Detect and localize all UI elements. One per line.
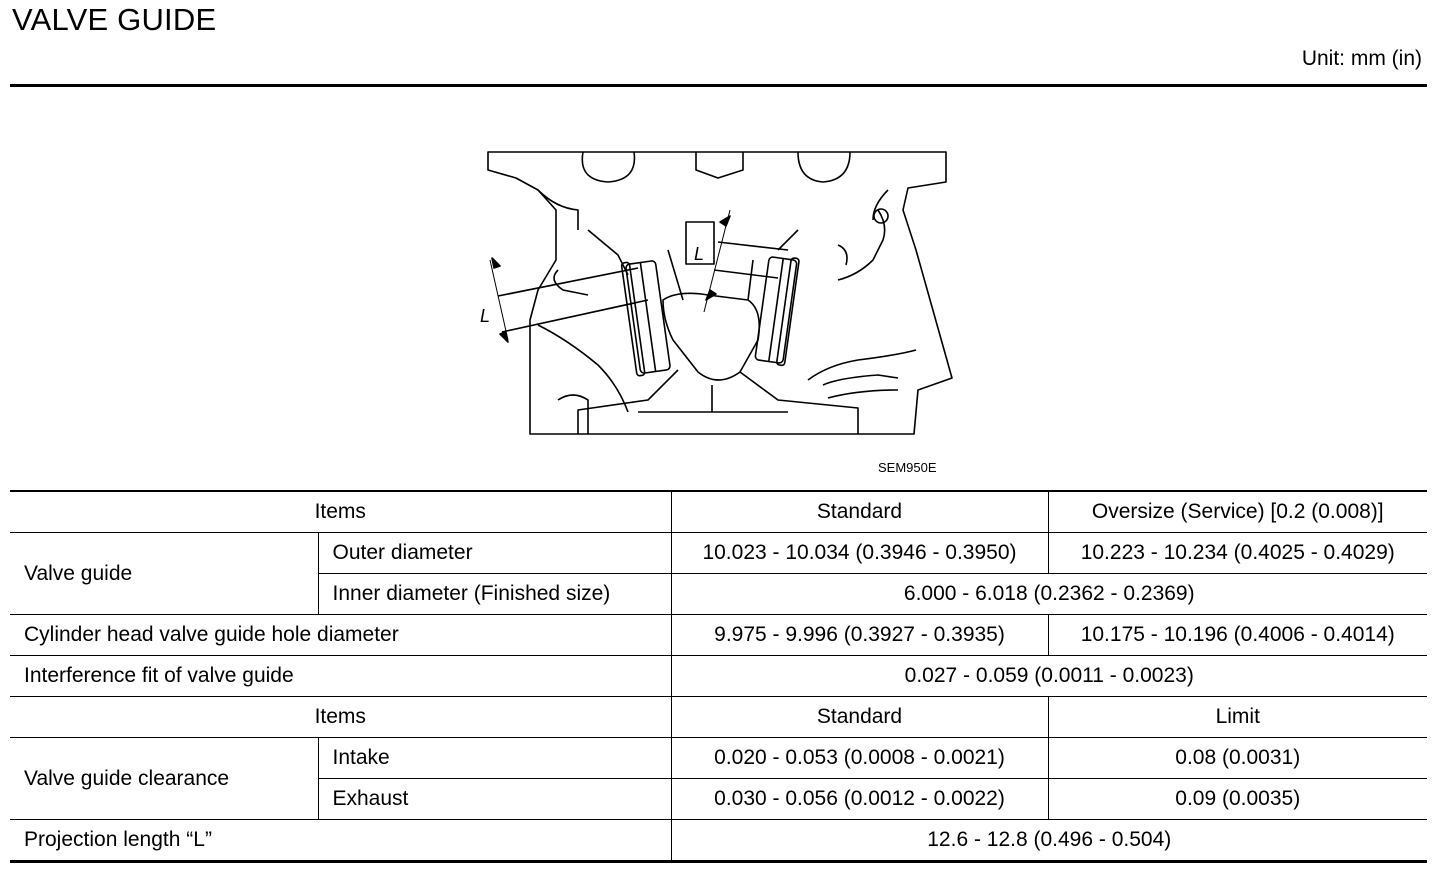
table-row xyxy=(10,533,1427,574)
table-header-row xyxy=(10,697,1427,738)
figure-code: SEM950E xyxy=(878,460,937,475)
intake-standard: 0.020 - 0.053 (0.0008 - 0.0021) xyxy=(671,738,1048,779)
interference-fit-label: Interference fit of valve guide xyxy=(10,656,671,697)
inner-diameter-label: Inner diameter (Finished size) xyxy=(318,574,671,615)
table-header-row xyxy=(10,491,1427,533)
projection-length-value: 12.6 - 12.8 (0.496 - 0.504) xyxy=(671,820,1427,862)
hole-diameter-label: Cylinder head valve guide hole diameter xyxy=(10,615,671,656)
header-items: Items xyxy=(10,491,671,533)
projection-length-label: Projection length “L” xyxy=(10,820,671,862)
clearance-label: Valve guide clearance xyxy=(10,738,318,820)
page-title: VALVE GUIDE xyxy=(12,2,217,37)
hole-diameter-standard: 9.975 - 9.996 (0.3927 - 0.3935) xyxy=(671,615,1048,656)
dimension-label-left: L xyxy=(480,306,491,326)
table-row xyxy=(10,656,1427,697)
intake-limit: 0.08 (0.0031) xyxy=(1048,738,1427,779)
intake-label: Intake xyxy=(318,738,671,779)
table-row xyxy=(10,615,1427,656)
header-limit: Limit xyxy=(1048,697,1427,738)
exhaust-limit: 0.09 (0.0035) xyxy=(1048,779,1427,820)
outer-diameter-oversize: 10.223 - 10.234 (0.4025 - 0.4029) xyxy=(1048,533,1427,574)
outer-diameter-standard: 10.023 - 10.034 (0.3946 - 0.3950) xyxy=(671,533,1048,574)
exhaust-label: Exhaust xyxy=(318,779,671,820)
table-row xyxy=(10,820,1427,862)
dimension-label-center: L xyxy=(694,244,705,264)
valve-guide-label: Valve guide xyxy=(10,533,318,615)
valve-guide-spec-table xyxy=(10,490,1427,863)
hole-diameter-oversize: 10.175 - 10.196 (0.4006 - 0.4014) xyxy=(1048,615,1427,656)
header-items-2: Items xyxy=(10,697,671,738)
outer-diameter-label: Outer diameter xyxy=(318,533,671,574)
exhaust-standard: 0.030 - 0.056 (0.0012 - 0.0022) xyxy=(671,779,1048,820)
header-rule xyxy=(10,84,1427,87)
table-row xyxy=(10,738,1427,779)
inner-diameter-value: 6.000 - 6.018 (0.2362 - 0.2369) xyxy=(671,574,1427,615)
header-standard: Standard xyxy=(671,491,1048,533)
interference-fit-value: 0.027 - 0.059 (0.0011 - 0.0023) xyxy=(671,656,1427,697)
valve-guide-diagram xyxy=(478,150,958,440)
header-standard-2: Standard xyxy=(671,697,1048,738)
header-oversize: Oversize (Service) [0.2 (0.008)] xyxy=(1048,491,1427,533)
unit-note: Unit: mm (in) xyxy=(1301,47,1422,70)
